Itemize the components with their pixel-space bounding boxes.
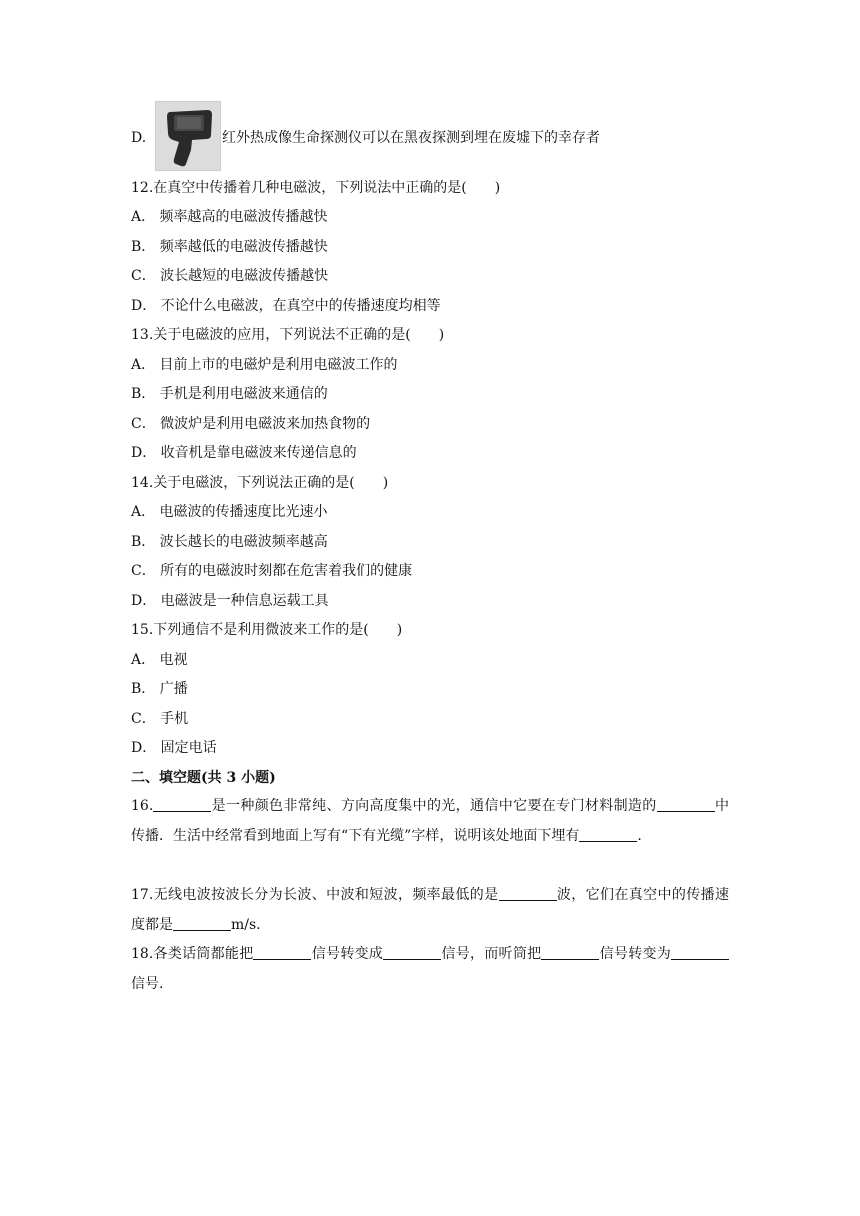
infrared-thermal-imaging-device-icon bbox=[155, 101, 221, 171]
q17-text-2: 波，它们在真空中的传播速度都是 bbox=[131, 887, 730, 933]
q16-text-3: . bbox=[637, 827, 642, 844]
q14-option-b: B． 波长越长的电磁波频率越高 bbox=[131, 534, 328, 550]
option-text: 红外热成像生命探测仪可以在黑夜探测到埋在废墟下的幸存者 bbox=[222, 130, 600, 146]
q13-stem: 13.关于电磁波的应用，下列说法不正确的是( ) bbox=[131, 327, 445, 343]
answer-blank[interactable] bbox=[671, 945, 729, 960]
answer-blank[interactable] bbox=[499, 886, 557, 901]
q12-stem: 12.在真空中传播着几种电磁波，下列说法中正确的是( ) bbox=[131, 180, 501, 196]
q16-number: 16. bbox=[131, 798, 154, 814]
q16-paragraph bbox=[131, 792, 729, 851]
q18-text-2: 信号转变成 bbox=[311, 946, 384, 962]
section-heading: 二、填空题(共 3 小题) bbox=[131, 770, 276, 786]
option-letter: D. bbox=[131, 130, 147, 146]
q15-option-d: D． 固定电话 bbox=[131, 740, 217, 756]
q14-option-d: D． 电磁波是一种信息运载工具 bbox=[131, 593, 329, 609]
q12-option-a: A． 频率越高的电磁波传播越快 bbox=[131, 209, 328, 225]
q13-option-b: B． 手机是利用电磁波来通信的 bbox=[131, 386, 328, 402]
q13-option-a: A． 目前上市的电磁炉是利用电磁波工作的 bbox=[131, 357, 398, 373]
q18-text-1: 18.各类话筒都能把 bbox=[131, 946, 254, 962]
q18-paragraph bbox=[131, 940, 729, 999]
q13-option-c: C． 微波炉是利用电磁波来加热食物的 bbox=[131, 416, 371, 432]
q18-text-3: 信号，而听筒把 bbox=[441, 946, 542, 962]
q15-stem: 15.下列通信不是利用微波来工作的是( ) bbox=[131, 622, 403, 638]
q14-option-a: A． 电磁波的传播速度比光速小 bbox=[131, 504, 328, 520]
q14-stem: 14.关于电磁波，下列说法正确的是( ) bbox=[131, 475, 389, 491]
q14-option-c: C． 所有的电磁波时刻都在危害着我们的健康 bbox=[131, 563, 413, 579]
q18-text-4: 信号转变为 bbox=[599, 946, 672, 962]
answer-blank[interactable] bbox=[657, 797, 715, 812]
q16-text-1: 是一种颜色非常纯、方向高度集中的光，通信中它要在专门材料制造的 bbox=[211, 798, 657, 814]
answer-blank[interactable] bbox=[579, 827, 637, 842]
q13-option-d: D． 收音机是靠电磁波来传递信息的 bbox=[131, 445, 357, 461]
q16-text-2: 中传播．生活中经常看到地面上写有“下有光缆”字样，说明该处地面下埋有 bbox=[131, 798, 730, 844]
q18-text-5: 信号. bbox=[131, 975, 164, 992]
q15-option-b: B． 广播 bbox=[131, 681, 188, 697]
q17-text-1: 17.无线电波按波长分为长波、中波和短波，频率最低的是 bbox=[131, 887, 499, 903]
answer-blank[interactable] bbox=[383, 945, 441, 960]
answer-blank[interactable] bbox=[153, 797, 211, 812]
answer-blank[interactable] bbox=[541, 945, 599, 960]
q12-option-d: D． 不论什么电磁波，在真空中的传播速度均相等 bbox=[131, 298, 441, 314]
q17-paragraph bbox=[131, 881, 729, 940]
q12-option-c: C． 波长越短的电磁波传播越快 bbox=[131, 268, 329, 284]
q17-text-3: m/s. bbox=[231, 916, 261, 933]
q15-option-c: C． 手机 bbox=[131, 711, 189, 727]
answer-blank[interactable] bbox=[173, 916, 231, 931]
q15-option-a: A． 电视 bbox=[131, 652, 188, 668]
q12-option-b: B． 频率越低的电磁波传播越快 bbox=[131, 239, 328, 255]
answer-blank[interactable] bbox=[253, 945, 311, 960]
